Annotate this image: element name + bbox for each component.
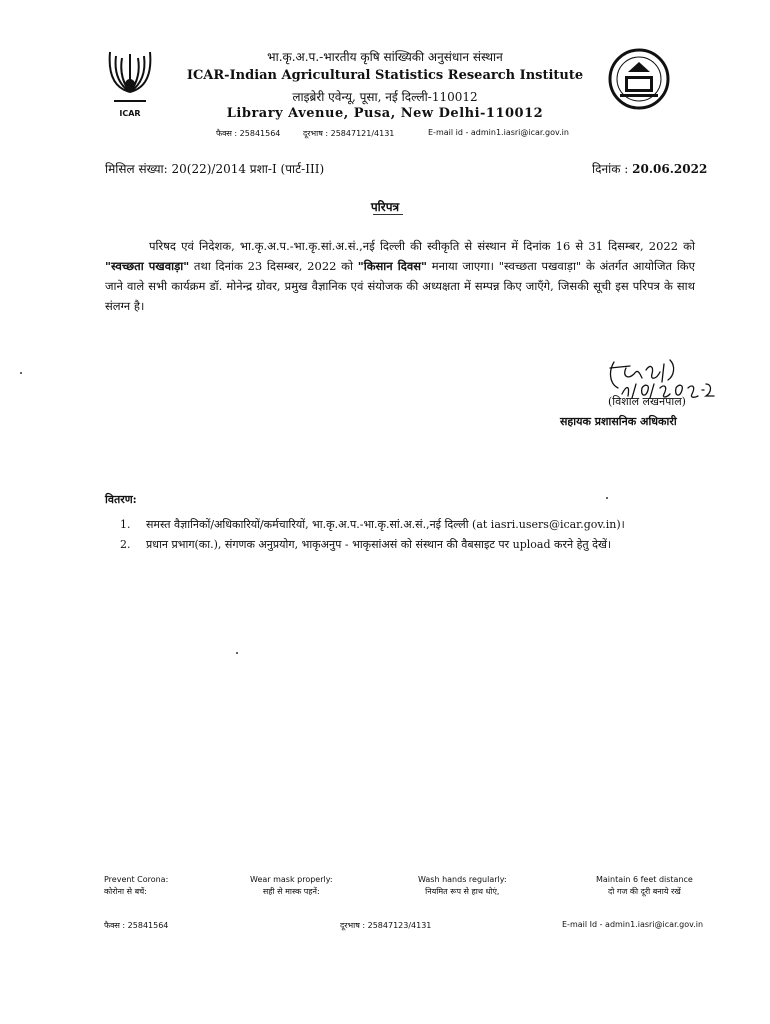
footer-fax: फैक्स : 25841564	[104, 921, 169, 930]
slogan-hindi: दो गज की दूरी बनाये रखें	[608, 887, 681, 896]
institute-address-english: Library Avenue, Pusa, New Delhi-110012	[226, 106, 544, 121]
distribution-title: वितरण:	[105, 493, 137, 506]
date-label: दिनांक :	[592, 162, 633, 176]
footer-slogan	[250, 874, 333, 898]
signatory-designation: सहायक प्रशासनिक अधिकारी	[560, 415, 677, 428]
slogan-hindi: सही से मास्क पहनें:	[262, 887, 320, 896]
icar-logo-text: ICAR	[119, 109, 141, 118]
slogan-english: Maintain 6 feet distance	[596, 875, 693, 884]
footer-contact	[0, 920, 770, 934]
slogan-english: Wear mask properly:	[250, 875, 333, 884]
slogan-hindi: कोरोना से बचें:	[104, 887, 147, 896]
body-part-3: मनाया जाएगा। "स्वच्छता पखवाड़ा" के अंतर्गत आयोजित किए जाने वाले सभी कार्यक्रम डॉ. मोनेन्द्र ग्रोवर, प्रमुख वैज्ञानिक एवं संयोजक की अध्यक्षता में सम्पन्न किए जाएँगे, जिसकी सूची इस परिपत्र के साथ संलग्न है।	[105, 259, 695, 313]
header-phone: दूरभाष : 25847121/4131	[303, 129, 395, 138]
distribution-item-number: 2.	[120, 538, 131, 551]
scan-dot	[606, 497, 608, 499]
title-underline	[373, 214, 403, 215]
footer-slogan	[596, 874, 693, 898]
header-fax: फैक्स : 25841564	[216, 129, 281, 138]
circular-title: परिपत्र	[370, 200, 400, 214]
slogan-hindi: नियमित रूप से हाथ धोएं,	[425, 887, 500, 896]
footer-email: E-mail Id - admin1.iasri@icar.gov.in	[562, 920, 704, 929]
institute-name-hindi: भा.कृ.अ.प.-भारतीय कृषि सांख्यिकी अनुसंधान संस्थान	[267, 50, 503, 64]
footer-slogans	[0, 874, 770, 904]
institute-address-hindi: लाइब्रेरी एवेन्यू, पूसा, नई दिल्ली-110012	[292, 90, 478, 104]
date-value: 20.06.2022	[632, 162, 708, 176]
distribution-item	[120, 535, 710, 555]
body-part-2: तथा दिनांक 23 दिसम्बर, 2022 को	[189, 259, 358, 273]
document-date	[592, 160, 707, 177]
distribution-item	[120, 515, 710, 535]
distribution-item-number: 1.	[120, 518, 131, 531]
distribution-item-text: प्रधान प्रभाग(का.), संगणक अनुप्रयोग, भाकृअनुप - भाकृसांअसं को संस्थान की वैबसाइट पर upload करने हेतु देखें।	[146, 538, 612, 551]
scan-dot	[236, 652, 238, 654]
signatory-name: (विशाल लखनपाल)	[608, 395, 686, 408]
distribution-list	[120, 515, 710, 555]
circular-body	[105, 236, 695, 316]
distribution-item-text: समस्त वैज्ञानिकों/अधिकारियों/कर्मचारियों, भा.कृ.अ.प.-भा.कृ.सां.अ.सं.,नई दिल्ली (at iasri.users@icar.gov.in)।	[146, 518, 625, 531]
scan-dot	[20, 372, 22, 374]
footer-slogan	[418, 874, 507, 898]
institute-name-english: ICAR-Indian Agricultural Statistics Research Institute	[186, 68, 584, 83]
slogan-english: Prevent Corona:	[104, 875, 169, 884]
footer-slogan	[104, 874, 168, 898]
footer-phone: दूरभाष : 25847123/4131	[340, 921, 432, 930]
body-bold-1: "स्वच्छता पखवाड़ा"	[105, 259, 190, 273]
body-bold-2: "किसान दिवस"	[357, 259, 427, 273]
file-reference: मिसिल संख्या: 20(22)/2014 प्रशा-I (पार्ट-III)	[105, 162, 325, 176]
body-part-1: परिषद एवं निदेशक, भा.कृ.अ.प.-भा.कृ.सां.अ.सं.,नई दिल्ली की स्वीकृति से संस्थान में दिनांक 16 से 31 दिसम्बर, 2022 को	[149, 239, 695, 253]
slogan-english: Wash hands regularly:	[418, 875, 507, 884]
header-email: E-mail id - admin1.iasri@icar.gov.in	[428, 128, 569, 137]
